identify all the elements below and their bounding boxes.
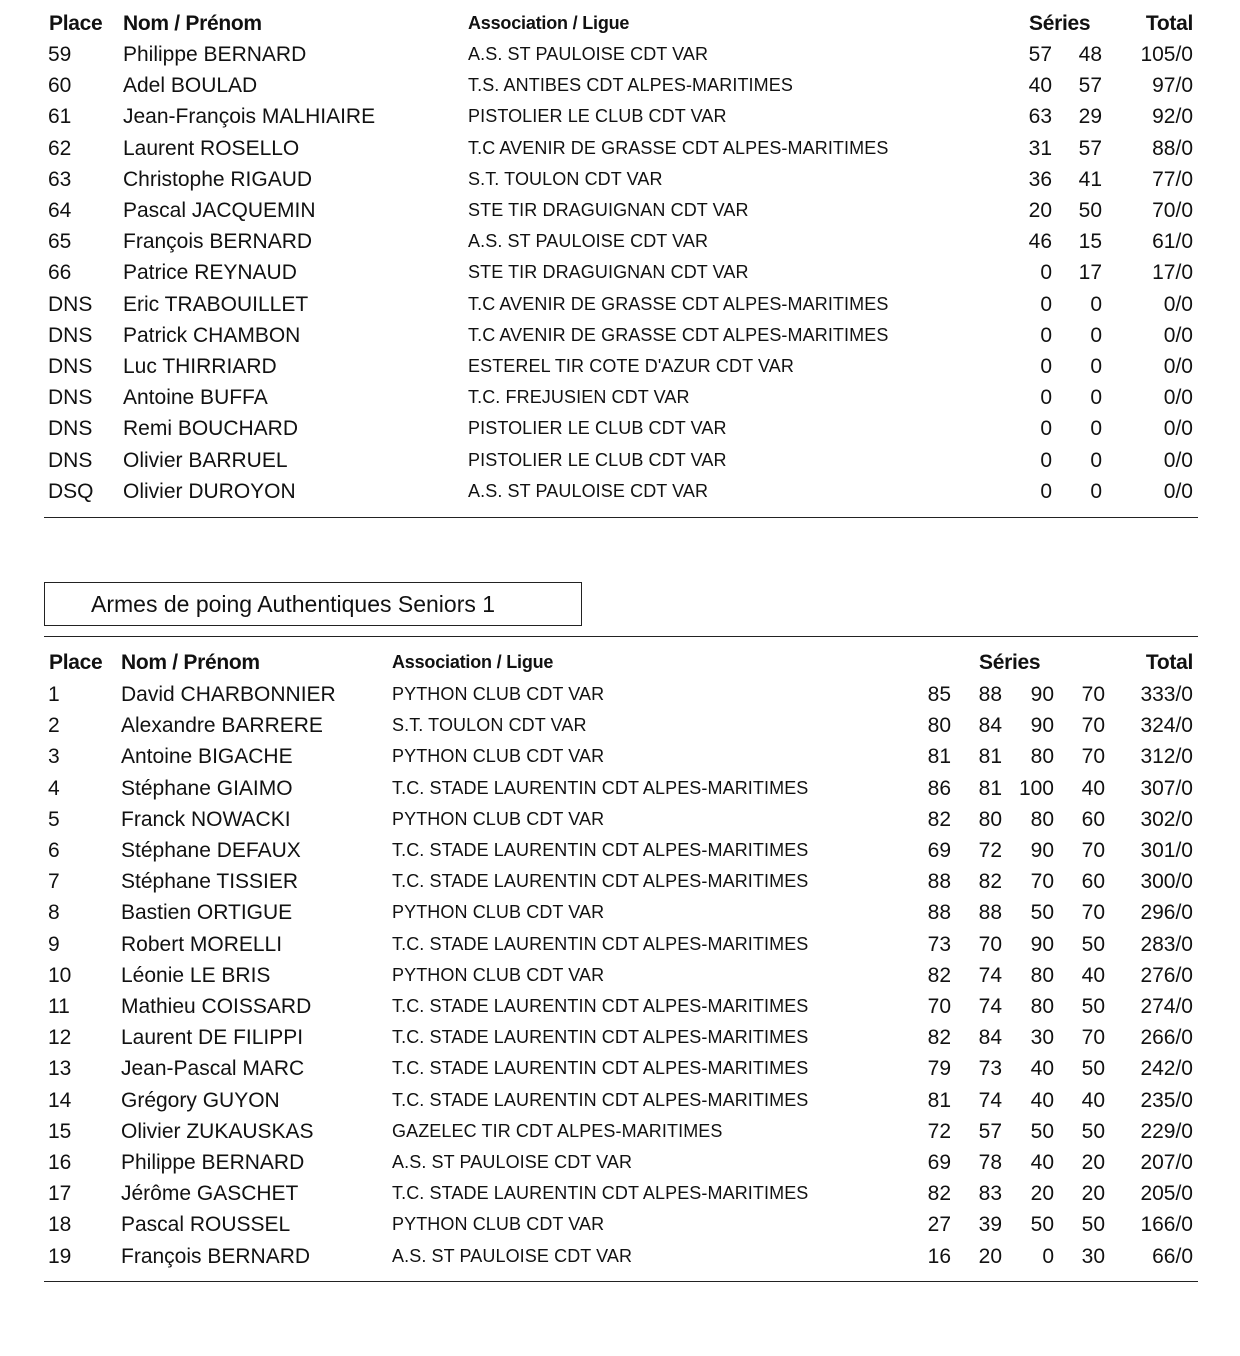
series-3-cell: 80 <box>1030 963 1054 987</box>
association-cell: T.C. STADE LAURENTIN CDT ALPES-MARITIMES <box>392 1089 809 1110</box>
series-1-cell: 81 <box>927 1088 951 1112</box>
name-cell: Luc THIRRIARD <box>123 355 277 378</box>
series-1-cell: 69 <box>927 839 951 862</box>
place-cell: 66 <box>48 261 72 285</box>
place-cell: 6 <box>48 839 60 862</box>
table-row <box>0 101 1240 132</box>
series-4-cell: 40 <box>1081 1088 1105 1112</box>
place-cell: 5 <box>48 807 60 831</box>
table-top-rule <box>44 636 1198 637</box>
series-4-cell: 50 <box>1081 1213 1105 1237</box>
total-cell: 166/0 <box>1140 1213 1193 1237</box>
association-cell: PYTHON CLUB CDT VAR <box>392 808 605 829</box>
series-2-cell: 15 <box>1078 230 1102 254</box>
series-2-cell: 72 <box>978 839 1002 862</box>
table-row <box>0 835 1240 866</box>
total-cell: 301/0 <box>1140 839 1193 862</box>
association-cell: T.C AVENIR DE GRASSE CDT ALPES-MARITIMES <box>468 324 889 345</box>
total-cell: 0/0 <box>1163 386 1193 410</box>
series-4-cell: 20 <box>1081 1182 1105 1206</box>
series-1-cell: 82 <box>927 807 951 831</box>
place-cell: 10 <box>48 963 72 987</box>
name-cell: Jérôme GASCHET <box>121 1182 299 1206</box>
name-cell: Pascal JACQUEMIN <box>123 199 316 222</box>
table-row <box>0 1209 1240 1240</box>
table-row <box>0 710 1240 741</box>
series-1-cell: 0 <box>1040 261 1052 285</box>
association-cell: PYTHON CLUB CDT VAR <box>392 1214 605 1235</box>
association-cell: T.C. STADE LAURENTIN CDT ALPES-MARITIMES <box>392 996 809 1016</box>
table-row <box>0 382 1240 413</box>
series-2-cell: 78 <box>978 1151 1002 1174</box>
header-total: Total <box>1145 12 1193 35</box>
total-cell: 66/0 <box>1152 1244 1193 1268</box>
series-1-cell: 46 <box>1028 230 1052 254</box>
series-2-cell: 74 <box>978 963 1002 987</box>
table-row <box>0 1241 1240 1272</box>
series-1-cell: 81 <box>927 745 951 769</box>
name-cell: Eric TRABOUILLET <box>123 292 309 316</box>
table-row <box>0 866 1240 897</box>
total-cell: 88/0 <box>1152 136 1193 160</box>
total-cell: 77/0 <box>1152 167 1193 191</box>
series-4-cell: 20 <box>1081 1151 1105 1174</box>
series-3-cell: 40 <box>1030 1088 1054 1112</box>
table-bottom-rule <box>44 1281 1198 1282</box>
total-cell: 105/0 <box>1140 43 1193 66</box>
name-cell: François BERNARD <box>121 1244 311 1268</box>
name-cell: Stéphane GIAIMO <box>121 776 293 800</box>
association-cell: T.C AVENIR DE GRASSE CDT ALPES-MARITIMES <box>468 293 889 314</box>
place-cell: 12 <box>48 1026 72 1050</box>
total-cell: 324/0 <box>1140 714 1193 738</box>
place-cell: DNS <box>48 417 93 441</box>
category-title: Armes de poing Authentiques Seniors 1 <box>44 582 582 626</box>
table-row <box>0 351 1240 382</box>
header-name: Nom / Prénom <box>123 12 262 35</box>
name-cell: Patrice REYNAUD <box>123 261 297 285</box>
series-1-cell: 82 <box>927 1026 951 1050</box>
series-3-cell: 30 <box>1030 1026 1054 1050</box>
series-2-cell: 81 <box>978 745 1002 769</box>
name-cell: Philippe BERNARD <box>123 43 307 66</box>
series-3-cell: 20 <box>1030 1182 1054 1206</box>
place-cell: DNS <box>48 386 93 410</box>
name-cell: Bastien ORTIGUE <box>121 901 293 925</box>
series-2-cell: 83 <box>978 1182 1002 1206</box>
series-4-cell: 70 <box>1081 1026 1105 1050</box>
series-4-cell: 50 <box>1081 1057 1105 1081</box>
series-3-cell: 90 <box>1030 714 1054 738</box>
place-cell: 18 <box>48 1213 72 1237</box>
association-cell: T.C. STADE LAURENTIN CDT ALPES-MARITIMES <box>392 1058 809 1079</box>
name-cell: Pascal ROUSSEL <box>121 1213 291 1237</box>
series-1-cell: 63 <box>1028 105 1052 129</box>
series-2-cell: 80 <box>978 807 1002 831</box>
association-cell: T.C AVENIR DE GRASSE CDT ALPES-MARITIMES <box>468 137 889 158</box>
name-cell: François BERNARD <box>123 230 313 254</box>
name-cell: Alexandre BARRERE <box>121 714 323 738</box>
place-cell: 8 <box>48 901 60 925</box>
series-3-cell: 70 <box>1030 870 1054 894</box>
series-1-cell: 88 <box>927 870 951 894</box>
name-cell: Robert MORELLI <box>121 932 283 956</box>
place-cell: 7 <box>48 870 60 894</box>
series-2-cell: 0 <box>1090 417 1102 441</box>
table-row <box>0 679 1240 710</box>
series-1-cell: 16 <box>927 1244 951 1268</box>
table-row <box>0 897 1240 928</box>
name-cell: Jean-François MALHIAIRE <box>123 105 376 129</box>
name-cell: Mathieu COISSARD <box>121 995 312 1018</box>
series-1-cell: 40 <box>1028 74 1052 98</box>
series-1-cell: 0 <box>1040 386 1052 410</box>
header-place: Place <box>49 12 103 35</box>
series-2-cell: 88 <box>978 683 1002 706</box>
series-3-cell: 90 <box>1030 839 1054 862</box>
series-3-cell: 100 <box>1018 776 1054 800</box>
place-cell: DNS <box>48 323 93 347</box>
series-3-cell: 90 <box>1030 683 1054 706</box>
association-cell: STE TIR DRAGUIGNAN CDT VAR <box>468 200 749 220</box>
association-cell: PISTOLIER LE CLUB CDT VAR <box>468 449 727 470</box>
series-1-cell: 85 <box>927 683 951 706</box>
total-cell: 266/0 <box>1140 1026 1193 1050</box>
association-cell: A.S. ST PAULOISE CDT VAR <box>468 44 709 64</box>
header-series: Séries <box>1029 12 1091 35</box>
series-2-cell: 57 <box>978 1119 1002 1143</box>
total-cell: 229/0 <box>1140 1119 1193 1143</box>
place-cell: DSQ <box>48 479 94 503</box>
series-4-cell: 60 <box>1081 807 1105 831</box>
name-cell: Olivier BARRUEL <box>123 448 288 472</box>
series-2-cell: 50 <box>1078 199 1102 222</box>
series-2-cell: 57 <box>1078 136 1102 160</box>
table-row <box>0 1022 1240 1053</box>
place-cell: 61 <box>48 105 72 129</box>
series-2-cell: 84 <box>978 714 1002 738</box>
series-2-cell: 39 <box>978 1213 1002 1237</box>
table-row <box>0 1178 1240 1209</box>
series-1-cell: 0 <box>1040 355 1052 378</box>
place-cell: 65 <box>48 230 72 254</box>
series-1-cell: 79 <box>927 1057 951 1081</box>
association-cell: A.S. ST PAULOISE CDT VAR <box>468 231 709 252</box>
total-cell: 276/0 <box>1140 963 1193 987</box>
total-cell: 0/0 <box>1163 417 1193 441</box>
total-cell: 0/0 <box>1163 479 1193 503</box>
name-cell: Laurent DE FILIPPI <box>121 1026 304 1050</box>
association-cell: S.T. TOULON CDT VAR <box>392 715 587 736</box>
series-2-cell: 0 <box>1090 355 1102 378</box>
association-cell: S.T. TOULON CDT VAR <box>468 168 663 189</box>
association-cell: PISTOLIER LE CLUB CDT VAR <box>468 106 727 127</box>
table-row <box>0 476 1240 507</box>
table-header <box>0 647 1240 678</box>
name-cell: Olivier DUROYON <box>123 479 296 503</box>
total-cell: 0/0 <box>1163 355 1193 378</box>
series-3-cell: 40 <box>1030 1151 1054 1174</box>
header-total: Total <box>1145 651 1193 674</box>
place-cell: 11 <box>48 995 70 1018</box>
series-1-cell: 31 <box>1028 136 1052 160</box>
table-row <box>0 804 1240 835</box>
total-cell: 242/0 <box>1140 1057 1193 1081</box>
series-4-cell: 70 <box>1081 683 1105 706</box>
table-row <box>0 413 1240 444</box>
series-2-cell: 73 <box>978 1057 1002 1081</box>
total-cell: 296/0 <box>1140 901 1193 925</box>
name-cell: Adel BOULAD <box>123 74 258 98</box>
place-cell: 64 <box>48 199 72 222</box>
name-cell: Antoine BUFFA <box>123 386 268 410</box>
series-4-cell: 60 <box>1081 870 1105 894</box>
series-2-cell: 84 <box>978 1026 1002 1050</box>
total-cell: 205/0 <box>1140 1182 1193 1206</box>
total-cell: 235/0 <box>1140 1088 1193 1112</box>
place-cell: 60 <box>48 74 72 98</box>
table-row <box>0 1053 1240 1084</box>
series-4-cell: 70 <box>1081 901 1105 925</box>
total-cell: 0/0 <box>1163 292 1193 316</box>
series-1-cell: 70 <box>927 995 951 1018</box>
name-cell: Remi BOUCHARD <box>123 417 299 441</box>
series-1-cell: 20 <box>1028 199 1052 222</box>
total-cell: 61/0 <box>1152 230 1193 254</box>
series-2-cell: 0 <box>1090 292 1102 316</box>
total-cell: 274/0 <box>1140 995 1193 1018</box>
series-2-cell: 74 <box>978 995 1002 1018</box>
series-2-cell: 81 <box>978 776 1002 800</box>
total-cell: 17/0 <box>1152 261 1193 285</box>
table-row <box>0 960 1240 991</box>
table-row <box>0 164 1240 195</box>
association-cell: PYTHON CLUB CDT VAR <box>392 684 605 704</box>
series-1-cell: 86 <box>927 776 951 800</box>
association-cell: T.C. STADE LAURENTIN CDT ALPES-MARITIMES <box>392 1183 809 1204</box>
association-cell: PYTHON CLUB CDT VAR <box>392 902 605 923</box>
header-association: Association / Ligue <box>392 652 554 672</box>
series-3-cell: 80 <box>1030 745 1054 769</box>
series-4-cell: 50 <box>1081 995 1105 1018</box>
series-1-cell: 69 <box>927 1151 951 1174</box>
table-row <box>0 195 1240 226</box>
series-2-cell: 74 <box>978 1088 1002 1112</box>
association-cell: T.C. STADE LAURENTIN CDT ALPES-MARITIMES <box>392 871 809 892</box>
series-2-cell: 0 <box>1090 479 1102 503</box>
series-3-cell: 40 <box>1030 1057 1054 1081</box>
association-cell: T.C. FREJUSIEN CDT VAR <box>468 387 690 408</box>
place-cell: 63 <box>48 167 72 191</box>
total-cell: 312/0 <box>1140 745 1193 769</box>
header-name: Nom / Prénom <box>121 651 260 674</box>
series-4-cell: 50 <box>1081 932 1105 956</box>
association-cell: T.C. STADE LAURENTIN CDT ALPES-MARITIMES <box>392 933 809 954</box>
name-cell: Antoine BIGACHE <box>121 745 293 769</box>
series-1-cell: 73 <box>927 932 951 956</box>
association-cell: T.C. STADE LAURENTIN CDT ALPES-MARITIMES <box>392 1027 809 1048</box>
place-cell: 62 <box>48 136 72 160</box>
name-cell: Patrick CHAMBON <box>123 323 301 347</box>
association-cell: A.S. ST PAULOISE CDT VAR <box>392 1152 633 1172</box>
total-cell: 207/0 <box>1140 1151 1193 1174</box>
table-row <box>0 445 1240 476</box>
series-1-cell: 36 <box>1028 167 1052 191</box>
total-cell: 283/0 <box>1140 932 1193 956</box>
series-1-cell: 72 <box>927 1119 951 1143</box>
place-cell: DNS <box>48 292 93 316</box>
series-1-cell: 82 <box>927 963 951 987</box>
place-cell: 15 <box>48 1119 72 1143</box>
series-3-cell: 50 <box>1030 1213 1054 1237</box>
header-place: Place <box>49 651 103 674</box>
table-row <box>0 226 1240 257</box>
name-cell: Stéphane TISSIER <box>121 870 299 894</box>
association-cell: T.C. STADE LAURENTIN CDT ALPES-MARITIMES <box>392 840 809 860</box>
place-cell: 2 <box>48 714 60 738</box>
series-4-cell: 70 <box>1081 745 1105 769</box>
association-cell: A.S. ST PAULOISE CDT VAR <box>468 480 709 501</box>
name-cell: David CHARBONNIER <box>121 683 336 706</box>
series-2-cell: 70 <box>978 932 1002 956</box>
series-4-cell: 70 <box>1081 714 1105 738</box>
association-cell: PYTHON CLUB CDT VAR <box>392 746 605 767</box>
table-row <box>0 257 1240 288</box>
name-cell: Grégory GUYON <box>121 1088 280 1112</box>
place-cell: 1 <box>48 683 60 706</box>
place-cell: 17 <box>48 1182 72 1206</box>
series-2-cell: 57 <box>1078 74 1102 98</box>
name-cell: Olivier ZUKAUSKAS <box>121 1119 314 1143</box>
table-row <box>0 1085 1240 1116</box>
table-row <box>0 991 1240 1022</box>
series-2-cell: 29 <box>1078 105 1102 129</box>
table-row <box>0 289 1240 320</box>
table-row <box>0 741 1240 772</box>
series-2-cell: 41 <box>1078 167 1102 191</box>
table-row <box>0 1116 1240 1147</box>
series-2-cell: 88 <box>978 901 1002 925</box>
series-3-cell: 50 <box>1030 1119 1054 1143</box>
series-3-cell: 50 <box>1030 901 1054 925</box>
table-row <box>0 70 1240 101</box>
series-4-cell: 70 <box>1081 839 1105 862</box>
series-3-cell: 0 <box>1042 1244 1054 1268</box>
total-cell: 70/0 <box>1152 199 1193 222</box>
series-1-cell: 57 <box>1028 43 1052 66</box>
place-cell: 9 <box>48 932 60 956</box>
name-cell: Jean-Pascal MARC <box>121 1057 305 1081</box>
table-row <box>0 320 1240 351</box>
table-row <box>0 773 1240 804</box>
series-1-cell: 88 <box>927 901 951 925</box>
name-cell: Franck NOWACKI <box>121 807 291 831</box>
name-cell: Philippe BERNARD <box>121 1151 305 1174</box>
place-cell: 19 <box>48 1244 72 1268</box>
place-cell: 16 <box>48 1151 72 1174</box>
association-cell: A.S. ST PAULOISE CDT VAR <box>392 1245 633 1266</box>
series-2-cell: 17 <box>1078 261 1102 285</box>
name-cell: Léonie LE BRIS <box>121 963 271 987</box>
name-cell: Christophe RIGAUD <box>123 167 313 191</box>
series-1-cell: 0 <box>1040 479 1052 503</box>
association-cell: PISTOLIER LE CLUB CDT VAR <box>468 418 727 439</box>
header-association: Association / Ligue <box>468 13 630 33</box>
place-cell: 14 <box>48 1088 72 1112</box>
total-cell: 92/0 <box>1152 105 1193 129</box>
total-cell: 307/0 <box>1140 776 1193 800</box>
series-1-cell: 0 <box>1040 417 1052 441</box>
total-cell: 0/0 <box>1163 323 1193 347</box>
place-cell: 3 <box>48 745 60 769</box>
series-4-cell: 40 <box>1081 776 1105 800</box>
place-cell: DNS <box>48 355 93 378</box>
series-1-cell: 80 <box>927 714 951 738</box>
series-1-cell: 82 <box>927 1182 951 1206</box>
name-cell: Laurent ROSELLO <box>123 136 300 160</box>
association-cell: T.S. ANTIBES CDT ALPES-MARITIMES <box>468 75 793 96</box>
table-row <box>0 929 1240 960</box>
series-4-cell: 30 <box>1081 1244 1105 1268</box>
series-1-cell: 0 <box>1040 323 1052 347</box>
series-2-cell: 0 <box>1090 323 1102 347</box>
series-1-cell: 0 <box>1040 448 1052 472</box>
series-4-cell: 50 <box>1081 1119 1105 1143</box>
series-4-cell: 40 <box>1081 963 1105 987</box>
series-2-cell: 20 <box>978 1244 1002 1268</box>
name-cell: Stéphane DEFAUX <box>121 839 301 862</box>
table-bottom-rule <box>44 517 1198 518</box>
table-row <box>0 39 1240 70</box>
association-cell: PYTHON CLUB CDT VAR <box>392 964 605 985</box>
series-1-cell: 27 <box>927 1213 951 1237</box>
table-row <box>0 133 1240 164</box>
series-2-cell: 0 <box>1090 386 1102 410</box>
series-3-cell: 80 <box>1030 995 1054 1018</box>
table-row <box>0 1147 1240 1178</box>
series-3-cell: 80 <box>1030 807 1054 831</box>
place-cell: 59 <box>48 43 72 66</box>
association-cell: T.C. STADE LAURENTIN CDT ALPES-MARITIMES <box>392 777 809 798</box>
total-cell: 0/0 <box>1163 448 1193 472</box>
association-cell: GAZELEC TIR CDT ALPES-MARITIMES <box>392 1120 723 1141</box>
association-cell: STE TIR DRAGUIGNAN CDT VAR <box>468 262 749 283</box>
total-cell: 333/0 <box>1140 683 1193 706</box>
table-header <box>0 8 1240 39</box>
total-cell: 97/0 <box>1152 74 1193 98</box>
series-1-cell: 0 <box>1040 292 1052 316</box>
place-cell: 13 <box>48 1057 72 1081</box>
series-2-cell: 0 <box>1090 448 1102 472</box>
series-2-cell: 48 <box>1078 43 1102 66</box>
series-3-cell: 90 <box>1030 932 1054 956</box>
series-2-cell: 82 <box>978 870 1002 894</box>
place-cell: DNS <box>48 448 93 472</box>
place-cell: 4 <box>48 776 60 800</box>
header-series: Séries <box>979 651 1041 674</box>
total-cell: 302/0 <box>1140 807 1193 831</box>
association-cell: ESTEREL TIR COTE D'AZUR CDT VAR <box>468 356 794 376</box>
total-cell: 300/0 <box>1140 870 1193 894</box>
